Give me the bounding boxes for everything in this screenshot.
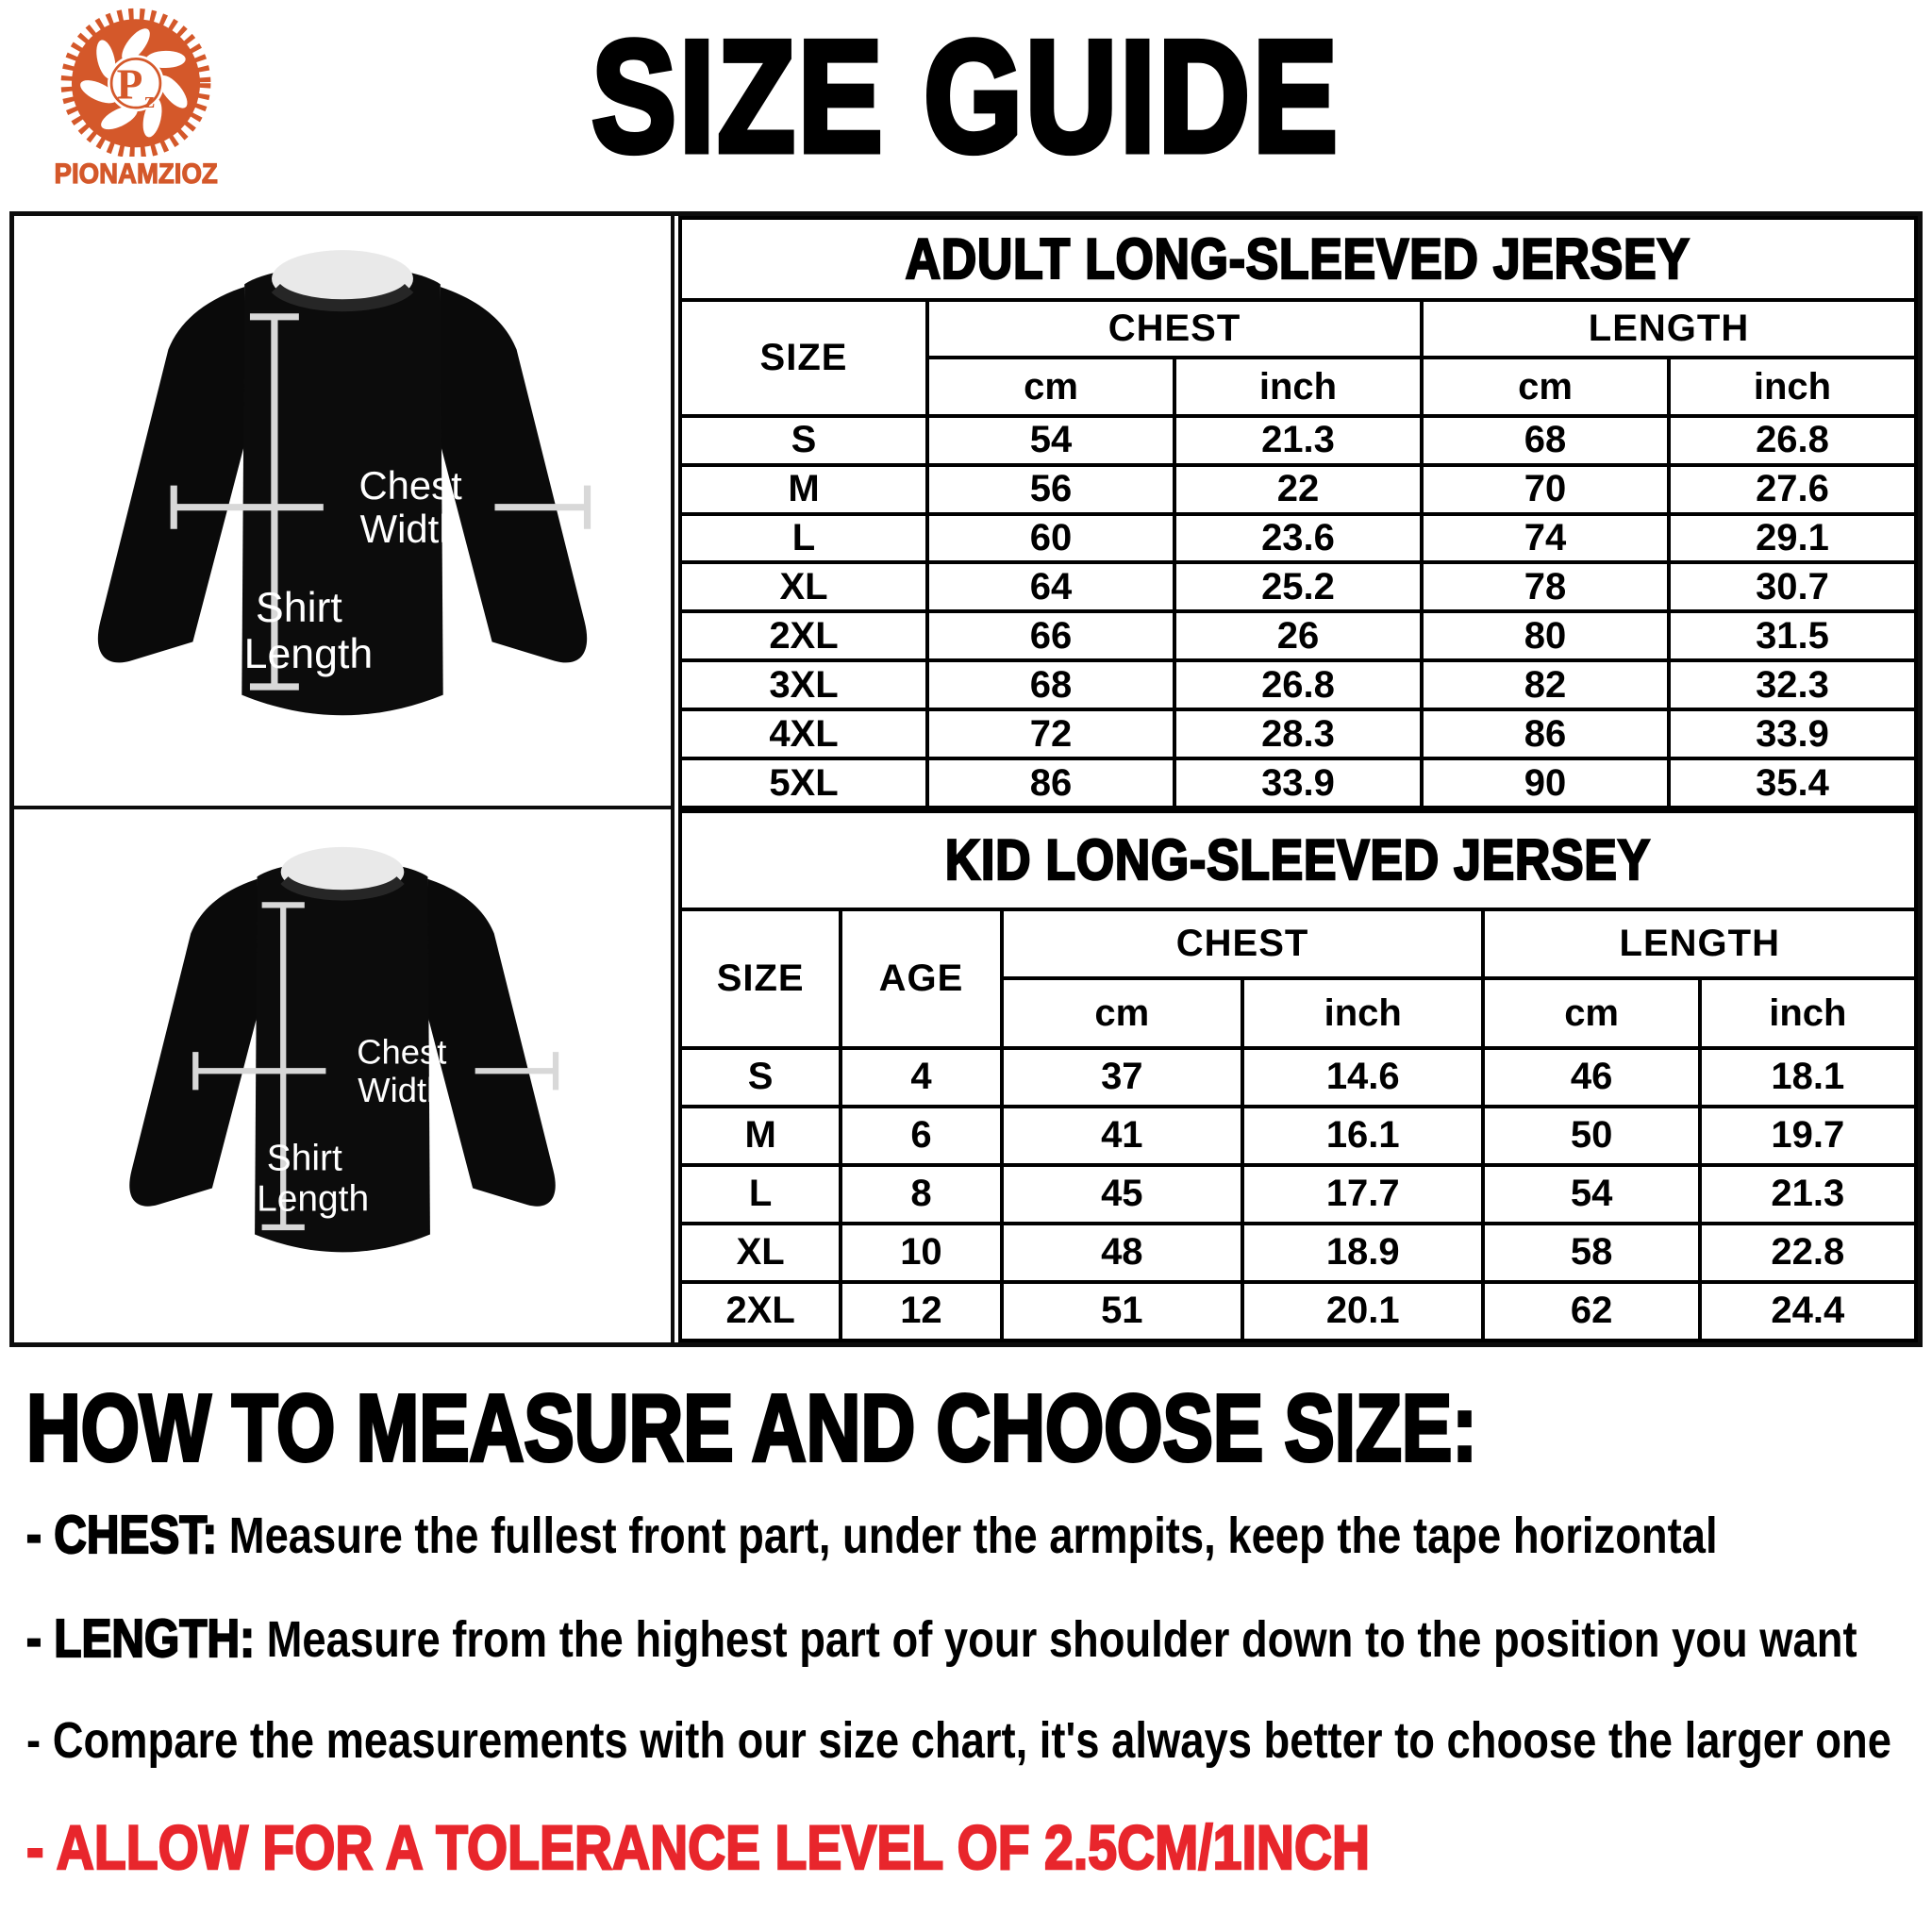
- unit-cm: cm: [1002, 978, 1242, 1047]
- table-cell: 66: [927, 611, 1174, 660]
- jersey-images-column: [14, 216, 675, 1342]
- table-cell: 14.6: [1242, 1048, 1483, 1107]
- how-to-measure-section: [26, 1375, 1904, 1883]
- table-cell: S: [680, 416, 927, 465]
- svg-text:Width: Width: [359, 506, 461, 551]
- table-cell: 33.9: [1174, 758, 1422, 808]
- svg-text:Length: Length: [243, 630, 374, 677]
- table-row: [680, 611, 1916, 660]
- table-cell: 22.8: [1700, 1224, 1916, 1282]
- table-cell: 31.5: [1669, 611, 1916, 660]
- chest-width-label: Chest: [357, 1032, 447, 1072]
- table-row: [680, 660, 1916, 709]
- size-chart-panel: [9, 211, 1923, 1347]
- unit-inch: inch: [1242, 978, 1483, 1047]
- kid-jersey-cell: [14, 809, 671, 1339]
- adult-size-table: [678, 216, 1918, 809]
- adult-jersey-cell: [14, 216, 671, 809]
- column-header-chest: CHEST: [927, 300, 1422, 358]
- table-cell: 64: [927, 562, 1174, 611]
- logo-letter-p: P: [116, 60, 143, 108]
- table-cell: 62: [1483, 1282, 1699, 1341]
- table-cell: 26.8: [1174, 660, 1422, 709]
- table-cell: 56: [927, 465, 1174, 514]
- table-cell: 32.3: [1669, 660, 1916, 709]
- table-cell: 45: [1002, 1165, 1242, 1224]
- unit-inch: inch: [1669, 358, 1916, 415]
- column-header-size: SIZE: [680, 300, 927, 416]
- table-cell: 68: [1422, 416, 1669, 465]
- kid-table-title: KID LONG-SLEEVED JERSEY: [944, 828, 1652, 892]
- column-header-chest: CHEST: [1002, 909, 1484, 978]
- table-cell: 12: [841, 1282, 1001, 1341]
- page-title: SIZE GUIDE: [591, 8, 1341, 185]
- table-row: [680, 1224, 1916, 1282]
- table-cell: M: [680, 1107, 841, 1165]
- table-cell: 18.1: [1700, 1048, 1916, 1107]
- svg-text:Width: Width: [358, 1070, 446, 1109]
- table-cell: 86: [1422, 709, 1669, 758]
- table-cell: L: [680, 514, 927, 563]
- unit-cm: cm: [1422, 358, 1669, 415]
- table-cell: 10: [841, 1224, 1001, 1282]
- bullet-compare: - Compare the measurements with our size chart, it's always better to choose the larger one: [26, 1712, 1891, 1770]
- bullet-chest: - CHEST: Measure the fullest front part, under the armpits, keep the tape horizontal: [26, 1505, 1718, 1565]
- table-cell: 6: [841, 1107, 1001, 1165]
- table-cell: 29.1: [1669, 514, 1916, 563]
- table-row: [680, 709, 1916, 758]
- table-cell: S: [680, 1048, 841, 1107]
- table-header-row: [680, 300, 1916, 358]
- table-cell: 46: [1483, 1048, 1699, 1107]
- unit-cm: cm: [1483, 978, 1699, 1047]
- brand-name: PIONAMZIOZ: [54, 158, 218, 190]
- table-title-row: [680, 218, 1916, 300]
- header: [0, 0, 1932, 211]
- table-cell: 23.6: [1174, 514, 1422, 563]
- table-cell: 50: [1483, 1107, 1699, 1165]
- table-row: [680, 514, 1916, 563]
- table-cell: 4XL: [680, 709, 927, 758]
- column-header-age: AGE: [841, 909, 1001, 1048]
- table-cell: 19.7: [1700, 1107, 1916, 1165]
- unit-cm: cm: [927, 358, 1174, 415]
- table-cell: 2XL: [680, 1282, 841, 1341]
- tables-column: [678, 216, 1918, 1342]
- table-cell: 51: [1002, 1282, 1242, 1341]
- table-title-row: [680, 811, 1916, 909]
- column-header-size: SIZE: [680, 909, 841, 1048]
- table-cell: 58: [1483, 1224, 1699, 1282]
- table-cell: 18.9: [1242, 1224, 1483, 1282]
- table-cell: M: [680, 465, 927, 514]
- shirt-length-label: Shirt: [266, 1138, 342, 1179]
- table-cell: 70: [1422, 465, 1669, 514]
- table-row: [680, 465, 1916, 514]
- table-cell: 37: [1002, 1048, 1242, 1107]
- table-cell: 21.3: [1700, 1165, 1916, 1224]
- table-cell: 26.8: [1669, 416, 1916, 465]
- table-cell: 30.7: [1669, 562, 1916, 611]
- adult-jersey-image: [57, 219, 628, 804]
- table-cell: 82: [1422, 660, 1669, 709]
- table-row: [680, 1282, 1916, 1341]
- unit-inch: inch: [1700, 978, 1916, 1047]
- unit-inch: inch: [1174, 358, 1422, 415]
- table-cell: 2XL: [680, 611, 927, 660]
- table-row: [680, 1048, 1916, 1107]
- table-cell: 21.3: [1174, 416, 1422, 465]
- kid-size-table: [678, 809, 1918, 1342]
- table-cell: 68: [927, 660, 1174, 709]
- table-row: [680, 1107, 1916, 1165]
- tolerance-note: - ALLOW FOR A TOLERANCE LEVEL OF 2.5CM/1INCH: [26, 1812, 1371, 1883]
- table-cell: 3XL: [680, 660, 927, 709]
- table-cell: 28.3: [1174, 709, 1422, 758]
- chest-width-label: Chest: [358, 462, 462, 508]
- table-cell: 60: [927, 514, 1174, 563]
- table-cell: L: [680, 1165, 841, 1224]
- logo-letter-z: z: [144, 88, 155, 114]
- table-cell: 74: [1422, 514, 1669, 563]
- table-row: [680, 758, 1916, 808]
- table-cell: 27.6: [1669, 465, 1916, 514]
- table-row: [680, 416, 1916, 465]
- table-header-row: [680, 909, 1916, 978]
- adult-table-title: ADULT LONG-SLEEVED JERSEY: [906, 226, 1690, 291]
- table-cell: XL: [680, 1224, 841, 1282]
- table-cell: 20.1: [1242, 1282, 1483, 1341]
- table-cell: 5XL: [680, 758, 927, 808]
- table-cell: 25.2: [1174, 562, 1422, 611]
- column-header-length: LENGTH: [1422, 300, 1916, 358]
- table-cell: 17.7: [1242, 1165, 1483, 1224]
- svg-text:Length: Length: [257, 1177, 370, 1219]
- table-cell: 24.4: [1700, 1282, 1916, 1341]
- table-cell: 54: [1483, 1165, 1699, 1224]
- table-cell: 90: [1422, 758, 1669, 808]
- table-cell: 54: [927, 416, 1174, 465]
- table-cell: 35.4: [1669, 758, 1916, 808]
- table-row: [680, 562, 1916, 611]
- table-cell: 26: [1174, 611, 1422, 660]
- table-cell: 78: [1422, 562, 1669, 611]
- table-cell: 16.1: [1242, 1107, 1483, 1165]
- column-header-length: LENGTH: [1483, 909, 1916, 978]
- table-cell: 22: [1174, 465, 1422, 514]
- howto-heading: HOW TO MEASURE AND CHOOSE SIZE:: [26, 1375, 1477, 1481]
- bullet-length: - LENGTH: Measure from the highest part of your shoulder down to the position you want: [26, 1607, 1857, 1669]
- table-cell: 48: [1002, 1224, 1242, 1282]
- table-cell: XL: [680, 562, 927, 611]
- table-cell: 41: [1002, 1107, 1242, 1165]
- table-row: [680, 1165, 1916, 1224]
- kid-jersey-image: [93, 820, 591, 1329]
- table-cell: 33.9: [1669, 709, 1916, 758]
- table-cell: 8: [841, 1165, 1001, 1224]
- table-cell: 80: [1422, 611, 1669, 660]
- table-cell: 86: [927, 758, 1174, 808]
- table-cell: 72: [927, 709, 1174, 758]
- table-cell: 4: [841, 1048, 1001, 1107]
- shirt-length-label: Shirt: [255, 584, 342, 631]
